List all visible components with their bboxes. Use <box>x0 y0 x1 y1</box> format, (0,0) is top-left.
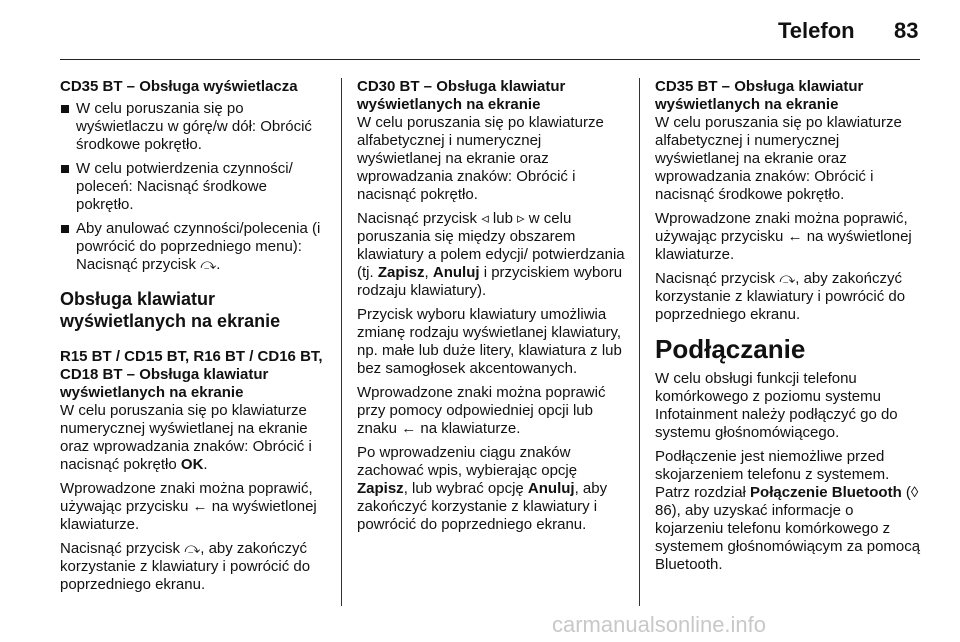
bullet-text: W celu poruszania się po wyświetlaczu w górę/w dół: Obrócić środkowe pokrętło. <box>76 100 312 153</box>
bullet-item <box>60 220 328 274</box>
paragraph: Nacisnąć przycisk ◃ lub ▹ w celu poruszania się między obszarem klawiatury a polem edycji/ potwierdzania (tj. Zapisz, Anuluj i przyciskiem wyboru rodzaju klawiatury). <box>357 210 625 299</box>
bullet-square-icon <box>61 225 69 233</box>
paragraph: Podłączenie jest niemożliwe przed skojarzeniem telefonu z systemem. Patrz rozdział Połączenie Bluetooth (◊ 86), aby uzyskać informacje o kojarzeniu telefonu komórkowego z systemem głośnomówiącym za pomocą Bluetooth. <box>655 448 921 573</box>
column-divider <box>639 78 640 606</box>
column-1 <box>60 78 328 600</box>
column-3 <box>655 78 923 580</box>
subsection-heading: CD35 BT – Obsługa klawiatur wyświetlanych na ekranie <box>655 78 864 113</box>
column-divider <box>341 78 342 606</box>
paragraph: Wprowadzone znaki można poprawić przy pomocy odpowiedniej opcji lub znaku ← na klawiaturze. <box>357 384 606 437</box>
paragraph: Wprowadzone znaki można poprawić, używając przycisku ← na wyświetlonej klawiaturze. <box>655 210 912 263</box>
paragraph: Nacisnąć przycisk ⤼, aby zakończyć korzystanie z klawiatury i powrócić do poprzedniego ekranu. <box>655 270 906 323</box>
bullet-text: Aby anulować czynności/polecenia (i powrócić do poprzedniego menu): Nacisnąć przycisk ⤼. <box>76 220 321 273</box>
header-divider <box>60 59 920 60</box>
bullet-item <box>60 100 328 154</box>
paragraph: Po wprowadzeniu ciągu znaków zachować wpis, wybierając opcję Zapisz, lub wybrać opcję Anuluj, aby zakończyć korzystanie z klawiatury i powrócić do poprzedniego ekranu. <box>357 444 608 533</box>
section-title: Podłączanie <box>655 334 806 364</box>
paragraph: W celu poruszania się po klawiaturze alfabetycznej i numerycznej wyświetlanej na ekranie oraz wprowadzania znaków: Obrócić i nacisnąć pokrętło. <box>357 114 604 203</box>
paragraph: Nacisnąć przycisk ⤼, aby zakończyć korzystanie z klawiatury i powrócić do poprzedniego ekranu. <box>60 540 311 593</box>
subsection-heading: CD30 BT – Obsługa klawiatur wyświetlanych na ekranie <box>357 78 566 113</box>
paragraph: W celu poruszania się po klawiaturze numerycznej wyświetlanej na ekranie oraz wprowadzania znaków: Obrócić i nacisnąć pokrętło OK. <box>60 402 312 473</box>
paragraph: Przycisk wyboru klawiatury umożliwia zmianę rodzaju wyświetlanej klawiatury, np. małe lub duże litery, klawiatura z lub bez samogłosek akcentowanych. <box>357 306 622 377</box>
bullet-square-icon <box>61 165 69 173</box>
bullet-text: W celu potwierdzenia czynności/ poleceń: Nacisnąć środkowe pokrętło. <box>76 160 293 213</box>
page-title: Telefon <box>778 18 855 43</box>
paragraph: W celu obsługi funkcji telefonu komórkowego z poziomu systemu Infotainment należy podłączyć go do systemu głośnomówiącego. <box>655 370 898 441</box>
page-number: 83 <box>894 18 919 43</box>
watermark: carmanualsonline.info <box>552 612 767 637</box>
bullet-item <box>60 160 328 214</box>
paragraph: W celu poruszania się po klawiaturze alfabetycznej i numerycznej wyświetlanej na ekranie oraz wprowadzania znaków: Obrócić i nacisnąć środkowe pokrętło. <box>655 114 902 203</box>
bullet-square-icon <box>61 105 69 113</box>
subsection-heading: R15 BT / CD15 BT, R16 BT / CD16 BT, CD18 BT – Obsługa klawiatur wyświetlanych na ekranie <box>60 348 323 401</box>
paragraph: Wprowadzone znaki można poprawić, używając przycisku ← na wyświetlonej klawiaturze. <box>60 480 317 533</box>
subsection-heading: CD35 BT – Obsługa wyświetlacza <box>60 78 298 95</box>
section-title: Obsługa klawiatur wyświetlanych na ekranie <box>60 289 281 331</box>
column-2 <box>357 78 625 540</box>
